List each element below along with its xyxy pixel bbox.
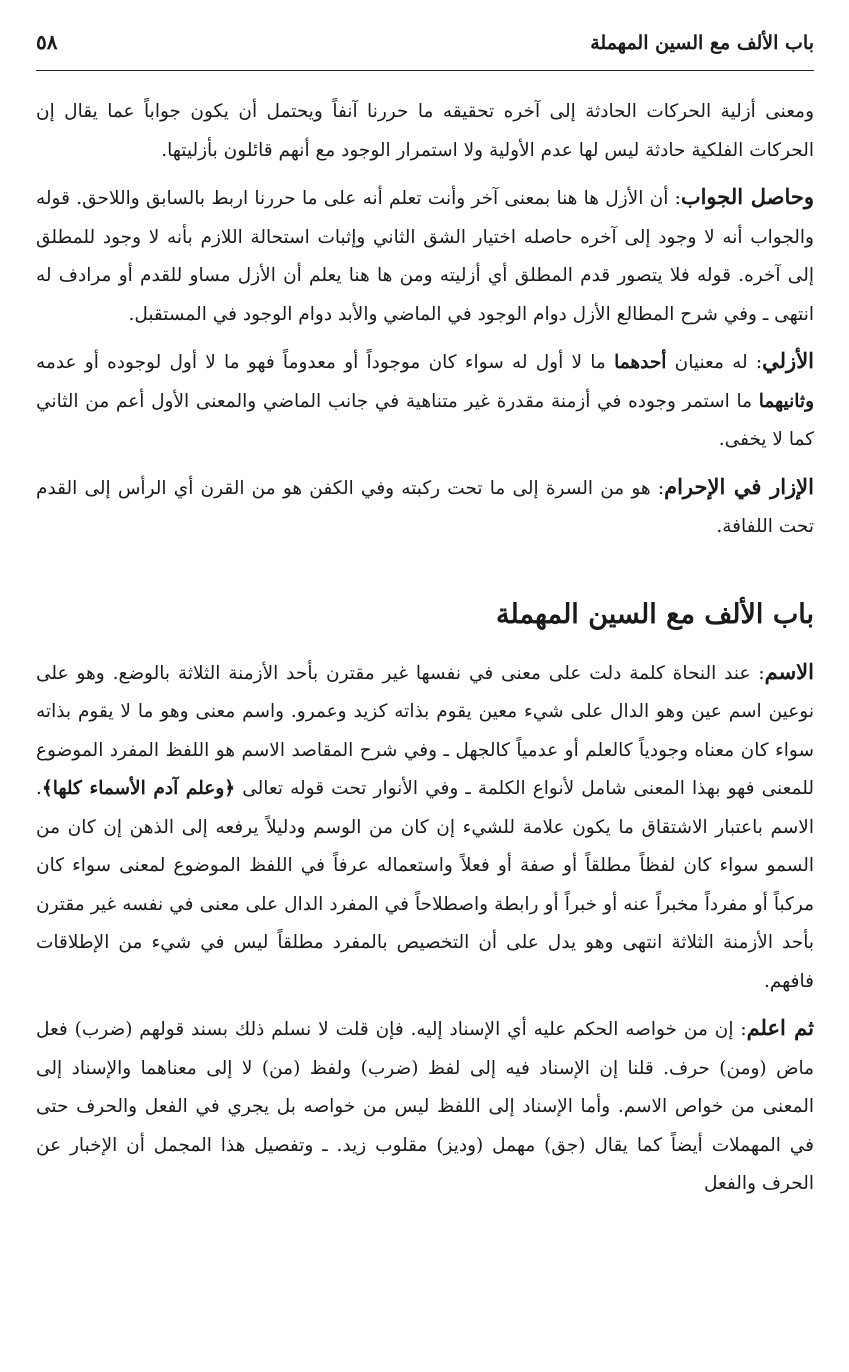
entry-al-azali: [36, 342, 814, 460]
entry-text: ما استمر وجوده في أزمنة مقدرة غير متناهية في جانب الماضي والمعنى الأول أعم من الثاني كما لا يخفى.: [36, 390, 814, 450]
entry-hasil-al-jawab: [36, 178, 814, 334]
chapter-heading: باب الألف مع السين المهملة: [496, 598, 814, 630]
entry-thumma-ilam: [36, 1009, 814, 1204]
entry-colon: :: [740, 1019, 747, 1040]
entry-text: هو من السرة إلى ما تحت ركبته وفي الكفن هو من القرن أي الرأس إلى القدم تحت اللفافة.: [36, 477, 814, 537]
entry-term: وحاصل الجواب: [680, 184, 814, 209]
quran-quote: ﴿وعلم آدم الأسماء كلها﴾: [41, 778, 236, 799]
running-header: [36, 30, 814, 71]
entry-text: له معنيان: [666, 352, 756, 373]
body-text: [36, 93, 814, 1204]
paragraph-continuation: ومعنى أزلية الحركات الحادثة إلى آخره تحقيقه ما حررنا آنفاً ويحتمل أن يكون جواباً عما يقال إن الحركات الفلكية حادثة ليس لها عدم الأولية ولا استمرار الوجود مع أنهم قائلون بأزليتها.: [36, 101, 814, 161]
entry-colon: :: [755, 352, 763, 373]
entry-text: أن الأزل ها هنا بمعنى آخر وأنت تعلم أنه على ما حررنا اربط بالسابق واللاحق. قوله والجواب أنه لا وجود إلى آخره حاصله اختيار الشق الثاني وإثبات استحالة اللازم بأنه لا وجود للمطلق إلى آخره. قوله فلا يتصور قدم المطلق أي أزليته ومن ها هنا يعلم أن الأزل مساو للقدم أو مرادف له انتهى ـ وفي شرح المطالع الأزل دوام الوجود في الماضي والأبد دوام الوجود في المستقبل.: [36, 188, 814, 325]
entry-text: ما لا أول له سواء كان موجوداً أو معدوماً فهو ما لا أول لوجوده أو عدمه: [36, 352, 615, 373]
entry-term: ثم اعلم: [746, 1015, 814, 1040]
entry-text: عند النحاة كلمة دلت على معنى في نفسها غير مقترن بأحد الأزمنة الثلاثة بالوضع. وهو على نوعين اسم عين وهو الدال على شيء معين يقوم بذاته كزيد وعمرو. واسم معنى وهو ما لا يقوم بذاته سواء كان معناه وجودياً كالعلم أو عدمياً كالجهل ـ وفي شرح المقاصد الاسم هو اللفظ المفرد الموضوع للمعنى فهو بهذا المعنى شامل لأنواع الكلمة ـ وفي الأنوار تحت قوله تعالى: [36, 662, 814, 799]
page-number: ٥٨: [36, 30, 58, 54]
entry-al-ism: [36, 653, 814, 1002]
inline-bold-term: أحدهما: [614, 352, 667, 373]
entry-text: إن من خواصه الحكم عليه أي الإسناد إليه. فإن قلت لا نسلم ذلك بسند قولهم (ضرب) فعل ماض (ومن) حرف. قلنا إن الإسناد فيه إلى لفظ (ضرب) ولفظ (من) لا إلى معناهما والإسناد إلى المعنى من خواص الاسم. وأما الإسناد إلى اللفظ ليس من خواصه بل يجري في الفعل والحرف حتى في المهملات أيضاً كما يقال (جق) مهمل (وديز) مقلوب زيد. ـ وتفصيل هذا المجمل أن الإخبار عن الحرف والفعل: [36, 1019, 814, 1194]
inline-bold-term: وثانيهما: [758, 390, 814, 412]
entry-colon: :: [674, 188, 681, 209]
entry-text: . الاسم باعتبار الاشتقاق ما يكون علامة للشيء إن كان من الوسم ودليلاً يرفعه إلى الذهن إن كان من السمو سواء كان لفظاً مطلقاً أو صفة أو فعلاً واستعماله عرفاً في اللفظ الموضوع لمعنى سواء كان مركباً أو مفرداً مخبراً عنه أو خبراً أو رابطة واصطلاحاً في المفرد الدال على معنى في نفسه غير مقترن بأحد الأزمنة الثلاثة انتهى وهو يدل على أن التخصيص بالمفرد مطلقاً ليس في شيء من الإطلاقات فافهم.: [36, 778, 814, 992]
running-title: باب الألف مع السين المهملة: [590, 32, 814, 54]
entry-colon: :: [657, 477, 665, 499]
entry-term: الإزار في الإحرام: [664, 473, 814, 499]
entry-al-izar: [36, 468, 814, 547]
entry-term: الاسم: [764, 658, 814, 684]
entry-colon: :: [758, 662, 765, 684]
entry-term: الأزلي: [762, 348, 815, 373]
book-page: [36, 30, 814, 1350]
